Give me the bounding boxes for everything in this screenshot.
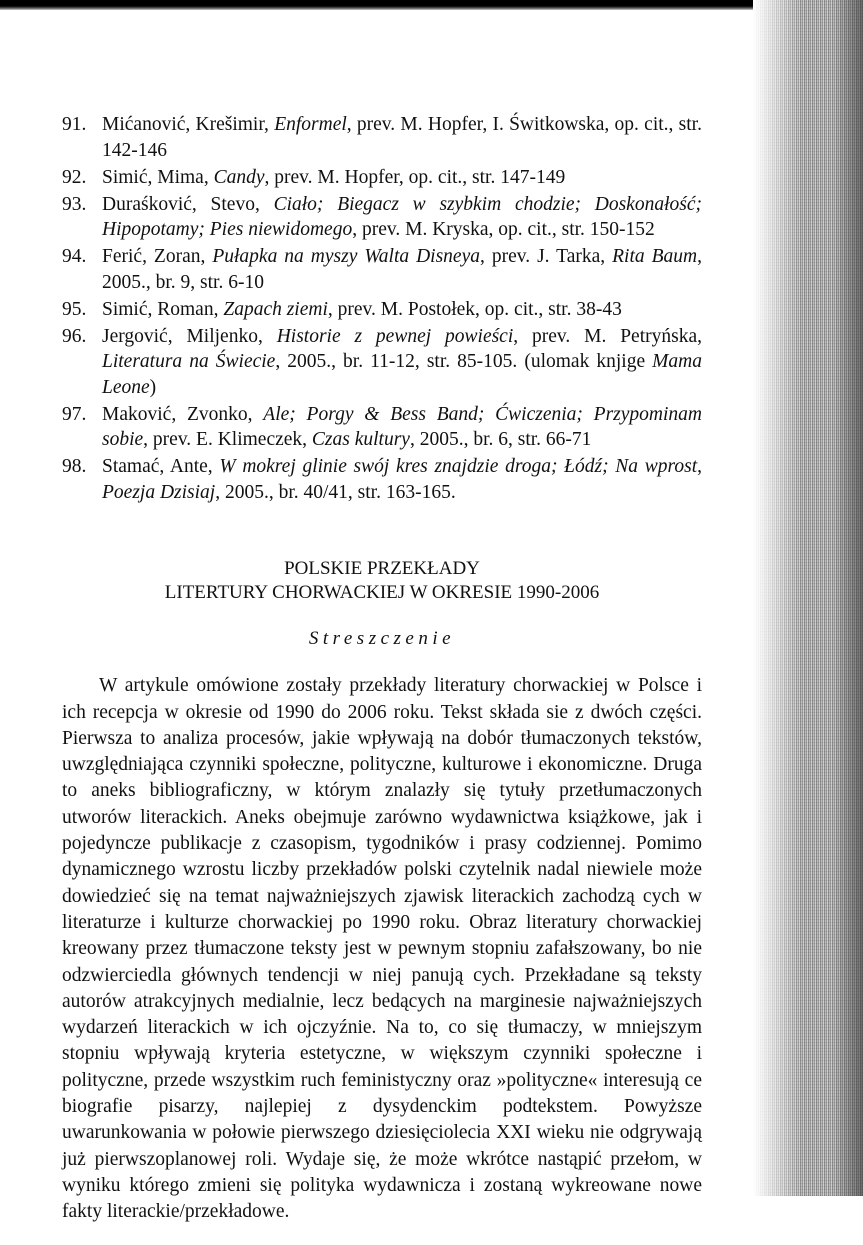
reference-item: [62, 192, 702, 243]
reference-title: Ciało; Biegacz w szybkim chodzie; Doskonałość; Hipopotamy; Pies niewidomego: [102, 193, 702, 241]
book-binding-edge: [833, 0, 863, 1196]
reference-title: W mokrej glinie swój kres znajdzie droga; Łódź; Na wprost: [219, 456, 698, 478]
reference-title: Zapach ziemi: [223, 298, 328, 320]
reference-title: Enformel: [274, 114, 347, 135]
reference-segment: Simić, Roman,: [102, 298, 224, 320]
reference-number: 98.: [62, 456, 87, 478]
reference-segment: , prev. M. Postołek, op. cit., str. 38-43: [327, 298, 622, 320]
reference-item: [62, 297, 702, 323]
reference-segment: Ferić, Zoran,: [102, 246, 213, 268]
abstract-paragraph: W artykule omówione zostały przekłady literatury chorwackiej w Polsce i ich recepcja w okresie od 1990 do 2006 roku. Tekst składa sie z dwóch części. Pierwsza to analiza procesów, jakie wpływają na dobór tłumaczonych tekstów, uwzględniająca czynniki społeczne, polityczne, kulturowe i ekonomiczne. Druga to aneks bibliograficzny, w którym znalazły się tytuły przetłumaczonych utworów literackich. Aneks obejmuje zarówno wydawnictwa książkowe, jak i pojedyncze publikacje z czasopism, tygodników i prasy codziennej. Pomimo dynamicznego wzrostu liczby przekładów polski czytelnik nadal niewiele może dowiedzieć się na temat najważniejszych zjawisk literackich zachodzą cych w literaturze i kulturze chorwackiej po 1990 roku. Obraz literatury chorwackiej kreowany przez tłumaczone teksty jest w pewnym stopniu zafałszowany, bo nie odzwierciedla głównych tendencji w niej panują cych. Przekładane są teksty autorów atrakcyjnych medialnie, lecz bedących na marginesie najważniejszych wydarzeń literackich w ich ojczyźnie. Na to, co się tłumaczy, w mniejszym stopniu wpływają kryteria estetyczne, w większym czynniki społeczne i polityczne, przede wszystkim ruch feministyczny oraz »polityczne« interesują ce biografie pisarzy, najlepiej z dysydenckim podtekstem. Powyższe uwarunkowania w połowie pierwszego dziesięciolecia XXI wieku nie odgrywają już pierwszoplanowej roli. Wydaje się, że może wkrótce nastąpić przełom, w wyniku którego zmieni się polityka wydawnicza i zostaną wykreowane nowe fakty literackie/przekładowe.: [62, 675, 702, 1223]
reference-item: [62, 402, 702, 453]
reference-segment: , prev. M. Kryska, op. cit., str. 150-152: [352, 219, 655, 241]
reference-text: [102, 324, 702, 401]
reference-segment: , prev. E. Klimeczek,: [143, 429, 312, 451]
reference-title: Literatura na Świecie: [102, 351, 276, 373]
reference-item: [62, 324, 702, 401]
reference-segment: , prev. M. Hopfer, op. cit., str. 147-149: [264, 166, 566, 188]
reference-segment: , prev. M. Petryńska,: [513, 325, 702, 347]
reference-segment: , 2005., br. 6, str. 66-71: [409, 429, 592, 451]
reference-number: 96.: [62, 325, 87, 347]
reference-title: Rita Baum: [612, 246, 698, 268]
reference-text: [102, 244, 702, 295]
page-content: [62, 112, 702, 1245]
reference-segment: , prev. J. Tarka,: [480, 246, 613, 268]
reference-number: 93.: [62, 193, 87, 215]
reference-segment: ): [149, 376, 157, 398]
reference-title: Historie z pewnej powieści: [276, 325, 514, 347]
reference-segment: Stamać, Ante,: [102, 456, 220, 478]
abstract-heading: Streszczenie: [308, 627, 456, 649]
reference-number: 97.: [62, 403, 87, 425]
reference-title: Candy: [213, 166, 265, 188]
reference-title: Czas kultury: [311, 429, 410, 451]
reference-text: [102, 454, 702, 505]
reference-item: [62, 112, 702, 163]
reference-item: [62, 454, 702, 505]
reference-item: [62, 165, 702, 191]
reference-text: [102, 402, 702, 453]
reference-text: [102, 192, 702, 243]
reference-item: [62, 244, 702, 295]
reference-title: Ale; Porgy & Bess Band; Ćwiczenia; Przypominam sobie: [102, 403, 703, 451]
reference-segment: , 2005., br. 11-12, str. 85-105. (ulomak knjige: [275, 351, 653, 373]
reference-text: [102, 165, 702, 191]
reference-segment: Mićanović, Krešimir,: [102, 114, 275, 135]
reference-segment: ,: [697, 456, 702, 478]
reference-segment: Duraśković, Stevo,: [102, 193, 274, 215]
reference-number: 94.: [62, 246, 87, 268]
reference-segment: , prev. M. Hopfer, I. Świtkowska, op. cit., str. 142-146: [102, 114, 702, 161]
reference-title: Pułapka na myszy Walta Disneya: [212, 246, 480, 268]
scan-top-edge: [0, 0, 863, 10]
reference-segment: , 2005., br. 9, str. 6-10: [102, 246, 702, 293]
reference-segment: , 2005., br. 40/41, str. 163-165.: [215, 482, 456, 504]
reference-list: [62, 112, 702, 506]
reference-title: Mama Leone: [102, 351, 702, 398]
article-title: [62, 557, 702, 605]
reference-text: [102, 297, 702, 323]
reference-text: [102, 112, 702, 163]
reference-number: 92.: [62, 166, 87, 188]
reference-segment: Simić, Mima,: [102, 166, 214, 188]
article-title-line-2: LITERTURY CHORWACKIEJ W OKRESIE 1990-2006: [164, 581, 600, 603]
reference-number: 91.: [62, 114, 87, 135]
reference-number: 95.: [62, 298, 87, 320]
reference-segment: Maković, Zvonko,: [102, 403, 264, 425]
reference-title: Poezja Dzisiaj: [102, 482, 216, 504]
reference-segment: Jergović, Miljenko,: [102, 325, 277, 347]
article-title-line-1: POLSKIE PRZEKŁADY: [284, 557, 480, 579]
